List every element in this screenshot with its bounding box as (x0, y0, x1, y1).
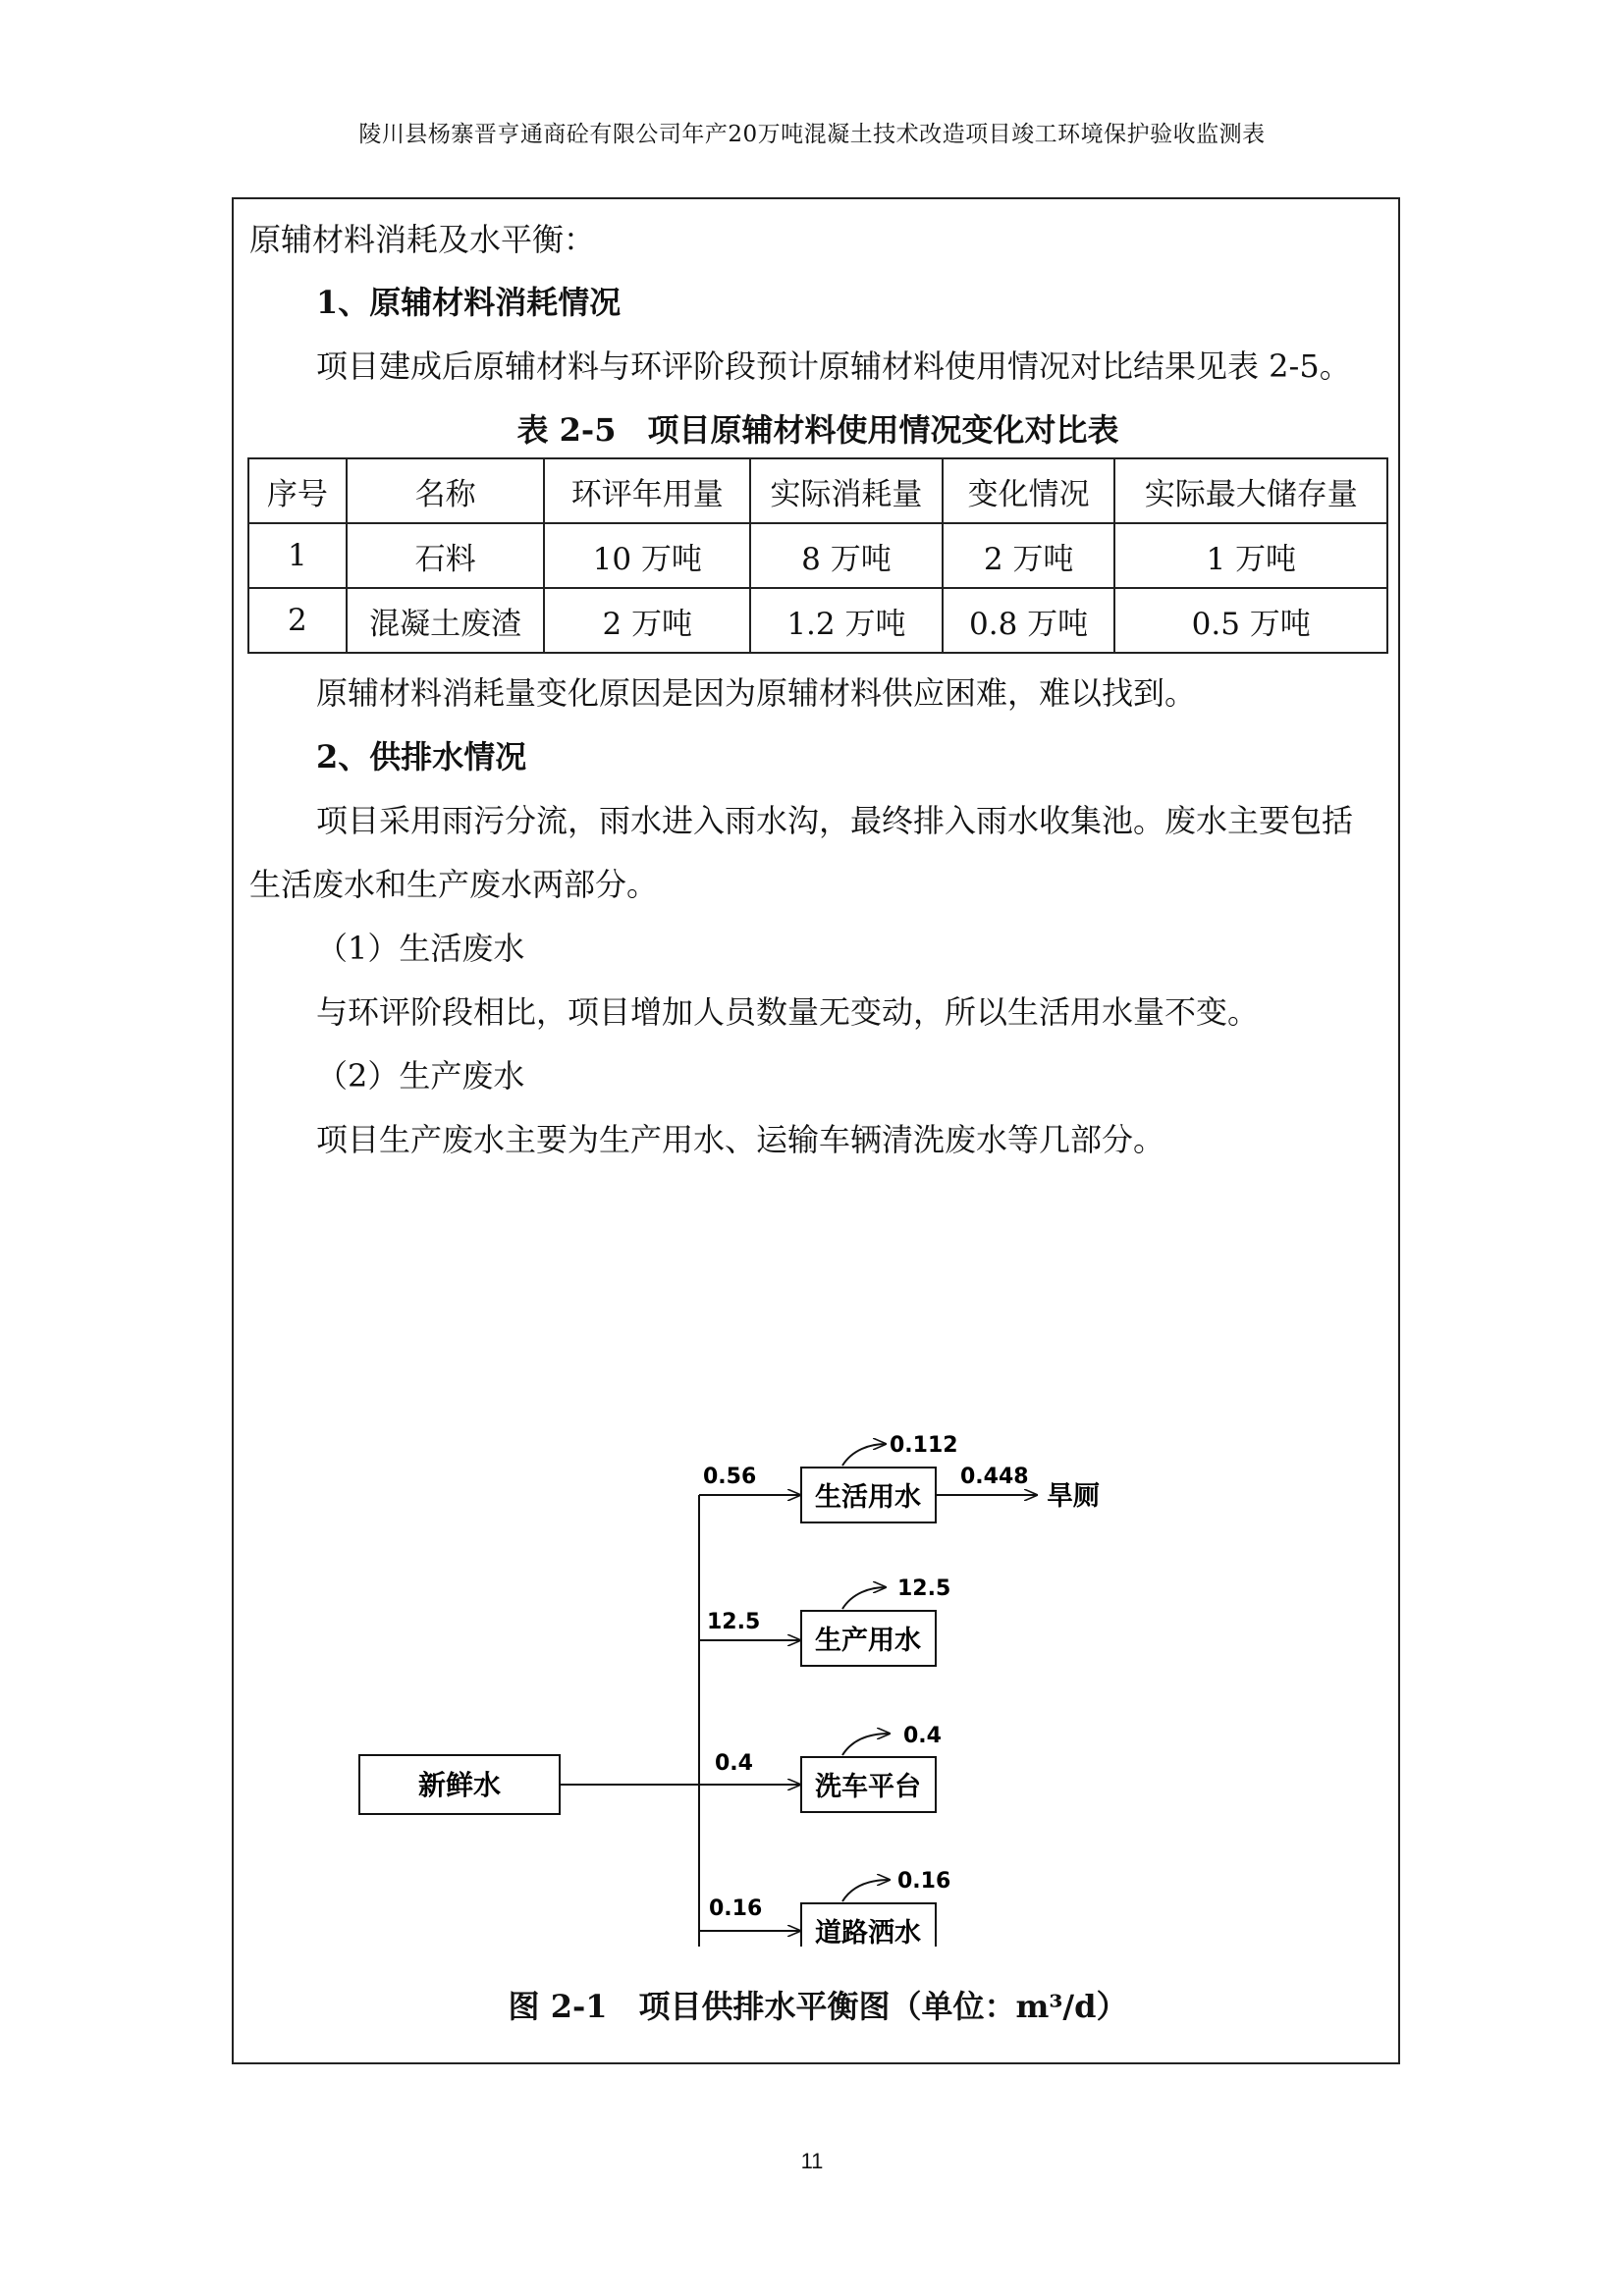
change-reason-text: 原辅材料消耗量变化原因是因为原辅材料供应困难，难以找到。 (316, 674, 1197, 712)
source-label: 新鲜水 (417, 1769, 502, 1801)
section-2-text-line-1: 项目采用雨污分流，雨水进入雨水沟，最终排入雨水收集池。废水主要包括 (316, 802, 1354, 839)
table-header-cell: 环评年用量 (544, 458, 750, 523)
table-cell: 石料 (347, 523, 545, 588)
table-cell: 1.2 万吨 (750, 588, 943, 653)
subsection-2-text: 项目生产废水主要为生产用水、运输车辆清洗废水等几部分。 (316, 1121, 1165, 1158)
water-balance-diagram (234, 1220, 1400, 1947)
content-frame (232, 197, 1400, 2064)
materials-table (247, 457, 1388, 654)
subsection-1-title: （1）生活废水 (316, 930, 525, 967)
loss-label: 12.5 (897, 1576, 951, 1601)
loss-label: 0.112 (890, 1433, 958, 1458)
table-row (248, 523, 1387, 588)
branch-flow-label: 0.4 (715, 1751, 753, 1776)
figure-title: 图 2-1 项目供排水平衡图（单位：m³/d） (508, 1988, 1128, 2025)
loss-arrow (842, 1444, 886, 1466)
table-title: 表 2-5 项目原辅材料使用情况变化对比表 (516, 411, 1119, 449)
table-cell: 1 万吨 (1114, 523, 1387, 588)
table-cell: 10 万吨 (544, 523, 750, 588)
table-cell: 1 (248, 523, 347, 588)
table-cell: 2 万吨 (943, 523, 1115, 588)
page-number: 11 (800, 2149, 824, 2173)
table-cell: 2 (248, 588, 347, 653)
table-cell: 2 万吨 (544, 588, 750, 653)
node-label: 生产用水 (815, 1626, 921, 1656)
table-header-cell: 名称 (347, 458, 545, 523)
table-header-row (248, 458, 1387, 523)
section-2-text-line-2: 生活废水和生产废水两部分。 (249, 866, 659, 903)
table-header-cell: 实际最大储存量 (1114, 458, 1387, 523)
subsection-2-title: （2）生产废水 (316, 1057, 525, 1095)
subsection-1-text: 与环评阶段相比，项目增加人员数量无变动，所以生活用水量不变。 (316, 993, 1260, 1031)
table-header-cell: 实际消耗量 (750, 458, 943, 523)
section-1-text: 项目建成后原辅材料与环评阶段预计原辅材料使用情况对比结果见表 2-5。 (316, 347, 1351, 385)
section-2-title: 2、供排水情况 (316, 738, 527, 775)
branch-flow-label: 0.16 (709, 1896, 763, 1921)
loss-arrow (842, 1587, 886, 1609)
table-cell: 8 万吨 (750, 523, 943, 588)
node-label: 洗车平台 (815, 1772, 921, 1802)
destination-label: 旱厕 (1047, 1481, 1100, 1512)
table-header-cell: 变化情况 (943, 458, 1115, 523)
table-header-cell: 序号 (248, 458, 347, 523)
table-cell: 混凝土废渣 (347, 588, 545, 653)
loss-arrow (842, 1880, 890, 1901)
node-label: 生活用水 (815, 1482, 921, 1513)
loss-arrow (842, 1734, 890, 1755)
node-label: 道路洒水 (815, 1918, 921, 1947)
intro-text: 原辅材料消耗及水平衡： (249, 221, 596, 258)
loss-label: 0.4 (903, 1724, 942, 1748)
table-cell: 0.5 万吨 (1114, 588, 1387, 653)
output-label: 0.448 (960, 1465, 1029, 1489)
table-row (248, 588, 1387, 653)
table-cell: 0.8 万吨 (943, 588, 1115, 653)
running-header: 陵川县杨寨晋亨通商砼有限公司年产20万吨混凝土技术改造项目竣工环境保护验收监测表 (358, 122, 1266, 147)
loss-label: 0.16 (897, 1869, 951, 1894)
branch-flow-label: 0.56 (703, 1465, 757, 1489)
branch-flow-label: 12.5 (707, 1610, 761, 1634)
section-1-title: 1、原辅材料消耗情况 (316, 284, 622, 321)
